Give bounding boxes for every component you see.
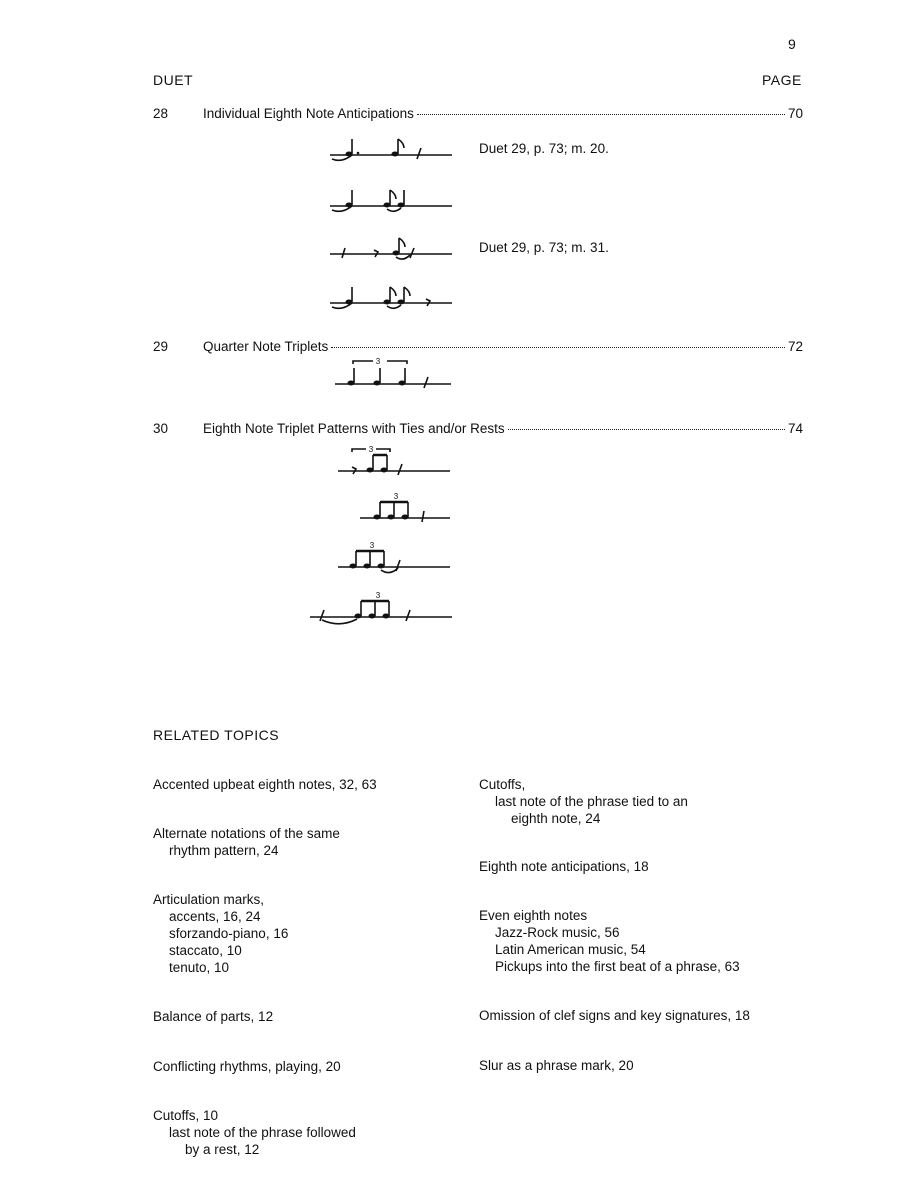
slash	[342, 248, 345, 258]
rhythm-example-30c	[338, 536, 453, 576]
toc-entry-28	[153, 106, 803, 121]
duet-reference-a: Duet 29, p. 73; m. 20.	[479, 141, 609, 156]
topic-main: Slur as a phrase mark, 20	[479, 1058, 634, 1073]
topic-main: Eighth note anticipations, 18	[479, 859, 649, 874]
topic-sub: staccato, 10	[169, 943, 242, 958]
topic-main: Accented upbeat eighth notes, 32, 63	[153, 777, 377, 792]
flag	[390, 287, 396, 296]
topic-main: Cutoffs, 10	[153, 1108, 219, 1123]
topic-sub: sforzando-piano, 16	[169, 926, 289, 941]
tie	[322, 619, 357, 624]
slash	[410, 248, 414, 258]
entry-number: 28	[153, 106, 169, 121]
topic-sub: Jazz-Rock music, 56	[495, 925, 620, 940]
entry-title: Eighth Note Triplet Patterns with Ties and/or Rests	[203, 421, 505, 436]
triplet-number: 3	[369, 541, 375, 550]
note-dot	[357, 152, 360, 155]
entry-title: Individual Eighth Note Anticipations	[203, 106, 414, 121]
topic-sub: last note of the phrase tied to an	[495, 794, 688, 809]
rhythm-example-28b	[330, 188, 455, 218]
toc-entry-29	[153, 339, 803, 354]
page-column-header: PAGE	[762, 72, 802, 88]
related-topics-heading: RELATED TOPICS	[153, 727, 280, 743]
topic-articulation-marks	[153, 891, 288, 976]
topic-main: Alternate notations of the same	[153, 826, 340, 841]
toc-entry-30	[153, 421, 803, 436]
tie	[387, 208, 401, 211]
slash	[422, 511, 424, 522]
topic-slur-as-phrase-mark	[479, 1057, 634, 1074]
triplet-number: 3	[393, 492, 399, 501]
dot-leader	[331, 347, 785, 348]
topic-sub: eighth note, 24	[511, 811, 601, 826]
slash	[320, 610, 324, 621]
rhythm-example-30a	[338, 440, 453, 480]
topic-sub: accents, 16, 24	[169, 909, 261, 924]
rhythm-example-28a	[330, 135, 455, 165]
slash	[424, 377, 428, 388]
topic-main: Conflicting rhythms, playing, 20	[153, 1059, 341, 1074]
topic-even-eighth-notes	[479, 907, 740, 975]
topic-main: Articulation marks,	[153, 892, 265, 907]
topic-main: Even eighth notes	[479, 908, 588, 923]
tie	[387, 305, 401, 308]
topic-sub: rhythm pattern, 24	[169, 843, 279, 858]
topic-eighth-note-anticipations	[479, 858, 649, 875]
topic-sub: tenuto, 10	[169, 960, 230, 975]
rhythm-example-28d	[330, 284, 455, 314]
rhythm-example-30b	[360, 487, 455, 527]
topic-omission-of-clef-signs	[479, 1007, 750, 1024]
triplet-number: 3	[375, 591, 381, 600]
page-number: 9	[788, 36, 796, 52]
topic-main: Cutoffs,	[479, 777, 526, 792]
topic-cutoffs	[153, 1107, 356, 1158]
flag	[404, 287, 410, 296]
dot-leader	[417, 114, 785, 115]
topic-sub: Pickups into the first beat of a phrase, 63	[495, 959, 740, 974]
topic-alternate-notations	[153, 825, 340, 859]
entry-number: 30	[153, 421, 169, 436]
duet-reference-b: Duet 29, p. 73; m. 31.	[479, 240, 609, 255]
flag	[398, 139, 404, 148]
triplet-number: 3	[368, 445, 374, 454]
entry-number: 29	[153, 339, 169, 354]
topic-balance-of-parts	[153, 1008, 273, 1025]
duet-column-header: DUET	[153, 72, 194, 88]
slash	[417, 148, 421, 159]
slash	[398, 464, 402, 475]
slash	[396, 560, 400, 571]
dot-leader	[508, 429, 785, 430]
entry-page: 74	[787, 421, 803, 436]
flag	[399, 238, 405, 247]
entry-page: 72	[787, 339, 803, 354]
topic-accented-upbeat	[153, 776, 377, 793]
topic-conflicting-rhythms	[153, 1058, 341, 1075]
flag	[390, 190, 396, 199]
topic-main: Omission of clef signs and key signatures, 18	[479, 1008, 750, 1023]
rhythm-example-29	[335, 352, 455, 392]
rhythm-example-30d	[310, 586, 455, 628]
topic-sub: last note of the phrase followed	[169, 1125, 356, 1140]
rhythm-example-28c	[330, 236, 455, 266]
topic-sub: by a rest, 12	[185, 1142, 260, 1157]
tie	[396, 255, 410, 259]
entry-title: Quarter Note Triplets	[203, 339, 329, 354]
topic-sub: Latin American music, 54	[495, 942, 646, 957]
topic-cutoffs-tied	[479, 776, 688, 827]
triplet-number: 3	[375, 357, 381, 366]
slash	[406, 610, 410, 621]
entry-page: 70	[787, 106, 803, 121]
topic-main: Balance of parts, 12	[153, 1009, 274, 1024]
